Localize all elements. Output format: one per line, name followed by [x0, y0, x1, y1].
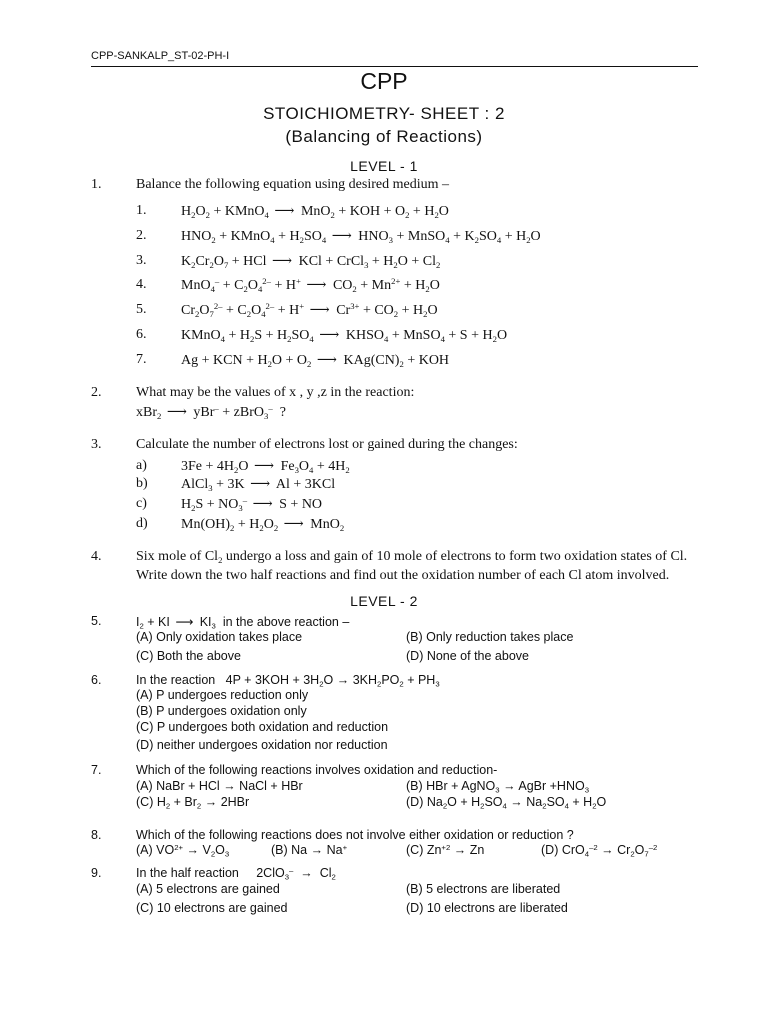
equation-1: $H_2O_2$ + KMnO$_4$ ⟶ MnO$_2$ + KOH + $O_2 + H_2O$: [181, 204, 449, 221]
q1-number: 1.: [91, 177, 102, 192]
reaction-arrow: ⟶: [309, 303, 327, 318]
reaction-arrow: ⟶: [250, 477, 268, 492]
q1-item-number: 7.: [136, 352, 147, 367]
q1-item-number: 5.: [136, 302, 147, 317]
q9-lead: In the half reaction: [136, 866, 239, 880]
option-label: (C): [406, 843, 424, 857]
q8-option-a: (A) $VO^{2+} \to V_2O_3$: [136, 842, 230, 859]
q8-option-c: (C) $Zn^{+2} \to Zn$: [406, 842, 485, 857]
q4-text-line-1: Six mole of $Cl_2$ undergo a loss and gain of 10 mole of electrons to form two oxidation states of Cl.: [136, 549, 688, 566]
level-1-heading: LEVEL - 1: [350, 158, 418, 174]
reaction-arrow: ⟶: [316, 353, 334, 368]
q3-text: Calculate the number of electrons lost or gained during the changes:: [136, 437, 518, 452]
q1-item-number: 3.: [136, 253, 147, 268]
reaction-arrow: ⟶: [331, 229, 349, 244]
q1-item-number: 1.: [136, 203, 147, 218]
q6-option-d: (D) neither undergoes oxidation nor reduction: [136, 738, 388, 752]
equation-6: KMnO$_4$ + $H_2S + H_2SO_4$ ⟶ $KHSO_4$ + MnSO$_4$ + $S + H_2O$: [181, 328, 508, 345]
page-subtitle: STOICHIOMETRY- SHEET : 2: [263, 104, 505, 123]
reaction-arrow: →: [336, 673, 350, 687]
q1-item-number: 2.: [136, 228, 147, 243]
q3-equation-c: $H_2S + NO_3^-$ ⟶ S + NO: [181, 495, 323, 514]
reaction-arrow: →: [300, 866, 313, 880]
q3-equation-b: AlCl$_3$ + 3K ⟶ Al + 3KCl: [181, 477, 336, 494]
reaction-arrow: ⟶: [274, 204, 292, 219]
q5-tail: in the above reaction –: [222, 615, 350, 629]
q1-item-number: 4.: [136, 277, 147, 292]
q3-label-c: c): [136, 496, 147, 511]
reaction-arrow: ⟶: [283, 517, 301, 532]
reaction-arrow: ⟶: [252, 497, 270, 512]
equation-5: $Cr_2O_7^{2-} + C_2O_4^{2-} + H^+$ ⟶ $Cr^{3+} + CO_2 + H_2O$: [181, 301, 438, 320]
q9-text: In the half reaction $2ClO_3^- \to Cl_2$: [136, 865, 336, 882]
q6-number: 6.: [91, 673, 102, 687]
option-label: (C): [136, 795, 154, 809]
reaction-arrow: →: [310, 843, 324, 857]
q8-option-b: (B) Na → Na+: [271, 842, 348, 857]
reaction-arrow: ⟶: [272, 254, 290, 269]
equation-3: $K_2Cr_2O_7$ + HCl ⟶ KCl + CrCl$_3$ + $H_2O + Cl_2$: [181, 254, 441, 271]
option-label: (D): [541, 843, 559, 857]
q3-number: 3.: [91, 437, 102, 452]
equation-7: Ag + KCN + $H_2O + O_2$ ⟶ $KAg(CN)_2$ + KOH: [181, 353, 450, 370]
q2-equation: xBr$_2$ ⟶ yBr– + zBrO$_3$– ?: [136, 403, 286, 422]
reaction-arrow: ⟶: [253, 459, 272, 474]
q9-option-c: (C) 10 electrons are gained: [136, 901, 288, 915]
q1-text: Balance the following equation using desired medium –: [136, 177, 449, 192]
q5-text: $I_2$ + KI ⟶ $KI_3$ in the above reaction –: [136, 615, 350, 631]
reaction-arrow: ⟶: [306, 278, 324, 293]
reaction-arrow: ⟶: [175, 615, 191, 629]
q5-option-d: (D) None of the above: [406, 649, 529, 663]
q3-equation-d: $Mn(OH)_2 + H_2O_2$ ⟶ MnO$_2$: [181, 517, 345, 534]
reaction-arrow: →: [223, 779, 236, 793]
reaction-arrow: ⟶: [319, 328, 337, 343]
q5-option-a: (A) Only oxidation takes place: [136, 630, 303, 644]
q3-equation-a: $3Fe + 4H_2O$ ⟶ $Fe_3O_4 + 4H_2$: [181, 459, 350, 476]
q6-lead: In the reaction: [136, 673, 216, 687]
option-label: (B): [271, 843, 288, 857]
q4-text-line-2: Write down the two half reactions and find out the oxidation number of each Cl atom involved.: [136, 568, 670, 583]
option-label: (A): [136, 779, 153, 793]
q6-text: In the reaction $4P + 3KOH + 3H_2O \to 3KH_2PO_2 + PH_3$: [136, 673, 440, 689]
reaction-arrow: →: [503, 779, 516, 793]
q4-number: 4.: [91, 549, 102, 564]
q9-number: 9.: [91, 866, 102, 880]
reaction-arrow: →: [601, 843, 614, 857]
q3-label-d: d): [136, 516, 148, 531]
q7-option-d: (D) $Na_2O + H_2SO_4 \to Na_2SO_4 + H_2O$: [406, 795, 607, 811]
page-subtitle-2: (Balancing of Reactions): [285, 127, 483, 146]
reaction-arrow: ⟶: [166, 405, 184, 420]
reaction-arrow: →: [510, 795, 523, 809]
q7-option-b: (B) HBr + AgNO$_3$ → AgBr $+HNO_3$: [406, 779, 590, 795]
q5-option-c: (C) Both the above: [136, 649, 241, 663]
q8-number: 8.: [91, 828, 102, 842]
q2-text: What may be the values of x , y ,z in the reaction:: [136, 385, 415, 400]
option-label: (A): [136, 843, 153, 857]
level-2-heading: LEVEL - 2: [350, 593, 418, 609]
reaction-arrow: →: [186, 843, 200, 857]
sheet-code: CPP-SANKALP_ST-02-PH-I: [91, 50, 230, 62]
q9-option-b: (B) 5 electrons are liberated: [406, 882, 561, 896]
q7-text: Which of the following reactions involves oxidation and reduction-: [136, 763, 498, 777]
q6-option-c: (C) P undergoes both oxidation and reduction: [136, 720, 389, 734]
reaction-arrow: →: [453, 843, 467, 857]
reaction-arrow: →: [204, 795, 218, 809]
q7-option-c: (C) $H_2 + Br_2 \to 2HBr$: [136, 795, 250, 811]
header-rule: [91, 66, 698, 67]
q7-number: 7.: [91, 763, 102, 777]
page-title: CPP: [360, 68, 408, 94]
q3-label-b: b): [136, 476, 148, 491]
equation-4: $MnO_4^- + C_2O_4^{2-} + H^+$ ⟶ $CO_2 + Mn^{2+} + H_2O$: [181, 276, 440, 295]
equation-2: $HNO_2$ + KMnO$_4$ + $H_2SO_4$ ⟶ $HNO_3$ + MnSO$_4$ + $K_2SO_4 + H_2O$: [181, 229, 541, 246]
q1-item-number: 6.: [136, 327, 147, 342]
q2-number: 2.: [91, 385, 102, 400]
option-label: (B): [406, 779, 423, 793]
q8-option-d: (D) $CrO_4^{-2} \to Cr_2O_7^{-2}$: [541, 842, 658, 859]
q6-option-a: (A) P undergoes reduction only: [136, 688, 309, 702]
q7-option-a: (A) NaBr + HCl → NaCl + HBr: [136, 779, 303, 793]
q6-option-b: (B) P undergoes oxidation only: [136, 704, 307, 718]
q3-label-a: a): [136, 458, 147, 473]
q9-option-a: (A) 5 electrons are gained: [136, 882, 280, 896]
q8-text: Which of the following reactions does not involve either oxidation or reduction ?: [136, 828, 574, 842]
option-label: (D): [406, 795, 424, 809]
q9-option-d: (D) 10 electrons are liberated: [406, 901, 568, 915]
q5-number: 5.: [91, 614, 102, 628]
q5-option-b: (B) Only reduction takes place: [406, 630, 574, 644]
